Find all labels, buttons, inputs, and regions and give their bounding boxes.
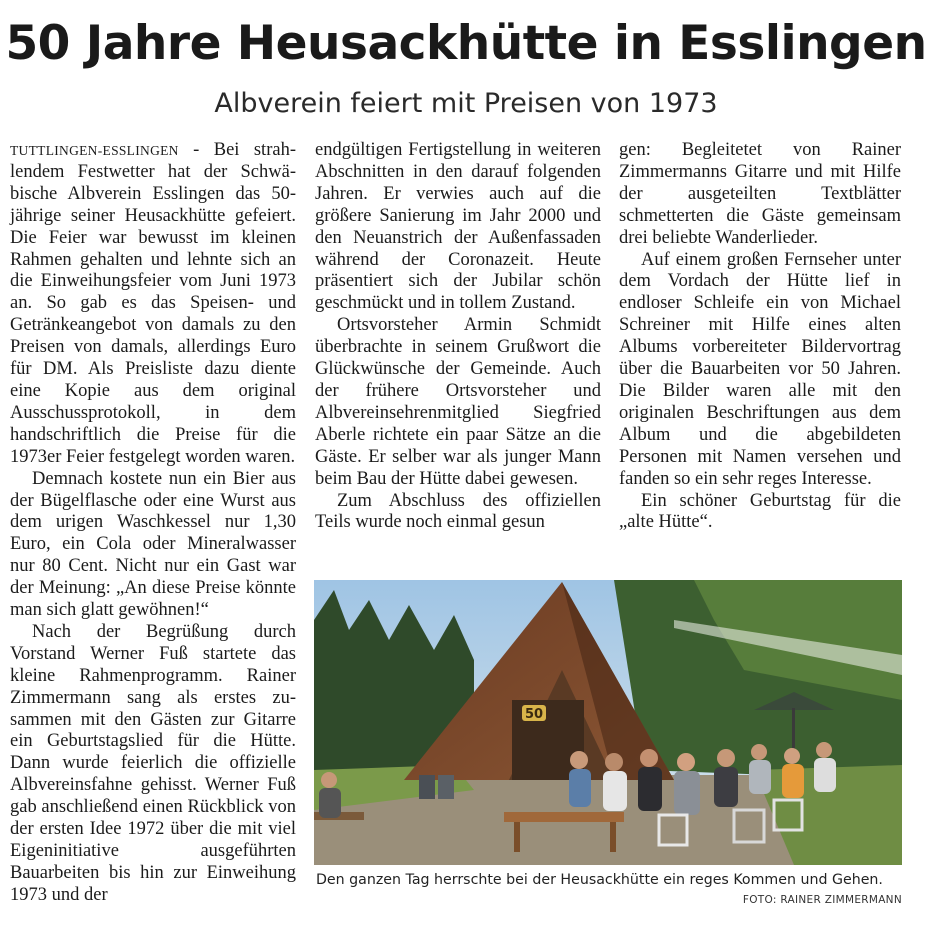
paragraph: Ortsvorsteher Armin Schmidt überbrachte in seinem Grußwort die Glückwünsche der Gemeinde. Auch der frühere Ortsvorsteher und Albvereinsehrenmitglied Siegfried Aberle richtete ein paar Sätze an die Gäste. Er selber war als junger Mann beim Bau der Hütte dabei gewesen.: [315, 315, 601, 489]
trash-bin: [438, 775, 454, 799]
photo-caption: Den ganzen Tag herrschte bei der Heusackhütte ein reges Kommen und Gehen.: [316, 872, 883, 888]
article-column-1: [10, 140, 296, 907]
headline: 50 Jahre Heusackhütte in Esslingen: [5, 16, 927, 71]
photo-illustration: [314, 580, 902, 865]
paragraph: Demnach kostete nun ein Bier aus der Bügelflasche oder eine Wurst aus dem urigen Waschkessel nur 1,30 Euro, ein Cola oder Mineralwasser nur 80 Cent. Nicht nur ein Gast war der Meinung: „An diese Preise könnte man sich glatt gewöhnen!“: [10, 468, 296, 621]
subheadline: Albverein feiert mit Preisen von 1973: [214, 88, 718, 119]
paragraph-text: Bei strahlendem Festwetter hat der Schwäbische Albverein Esslingen das 50-jährige seiner Heusackhütte gefeiert. Die Feier war bewusst im kleinen Rahmen gehalten und lehnte sich an die Einweihungsfeier vom Juni 1973 an. So gab es das Speisen- und Getränkeangebot von damals zu den Preisen von damals, allerdings Euro für DM. Als Preisliste dazu diente eine Kopie aus dem original Ausschussprotokoll, in dem handschriftlich die Preise für die 1973er Feier festgelegt worden waren.: [10, 140, 296, 467]
trash-bin: [419, 775, 435, 799]
beer-table: [504, 812, 624, 822]
photo-credit: FOTO: RAINER ZIMMERMANN: [742, 894, 902, 906]
paragraph: Ein schöner Geburtstag für die „alte Hütte“.: [619, 490, 901, 533]
paragraph: gen: Begleitetet von Rainer Zimmermanns Gitarre und mit Hilfe der ausgeteilten Textblätter schmetterten die Gäste gemeinsam drei beliebte Wanderlieder.: [619, 140, 901, 248]
paragraph: [10, 140, 296, 469]
paragraph: Auf einem großen Fernseher unter dem Vordach der Hütte lief in endloser Schleife ein von Michael Schreiner mit Hilfe eines alten Albums vorbereiteter Bildervortrag über die Bauarbeiten vor 50 Jahren. Die Bilder waren alle mit den originalen Beschriftungen aus dem Album und die abgebildeten Personen mit Namen versehen und fanden so ein sehr reges Interesse.: [619, 249, 901, 489]
table-leg: [610, 822, 616, 852]
article-column-3: [619, 140, 901, 534]
table-leg: [514, 822, 520, 852]
dateline: TUTTLINGEN-ESSLINGEN: [10, 143, 179, 158]
paragraph: Zum Abschluss des offiziellen Teils wurde noch einmal gesun: [315, 490, 601, 533]
anniversary-sign-text: 50: [524, 707, 544, 722]
paragraph: endgültigen Fertigstellung in weiteren Abschnitten in den darauf folgenden Jahren. Er verwies auch auf die größere Sanierung im Jahr 2000 und den Neuanstrich der Außenfassaden während der Coronazeit. Heute präsentiert sich der Jubilar schön geschmückt und in tollem Zustand.: [315, 140, 601, 314]
article-column-2: [315, 140, 601, 534]
dateline-separator: -: [178, 140, 214, 160]
paragraph: Nach der Begrüßung durch Vorstand Werner Fuß startete das kleine Rahmenprogramm. Rainer Zimmermann sang als erstes zusammen mit den Gästen zur Gitarre ein Geburtstagslied für die Hütte. Dann wurde feierlich die offizielle Albvereinsfahne gehisst. Werner Fuß gab anschließend einen Rückblick von der ersten Idee 1972 über die mit viel Eigeninitiative ausgeführten Bauarbeiten bis hin zur Einweihung 1973 und der: [10, 621, 296, 905]
article-photo: [314, 580, 902, 865]
